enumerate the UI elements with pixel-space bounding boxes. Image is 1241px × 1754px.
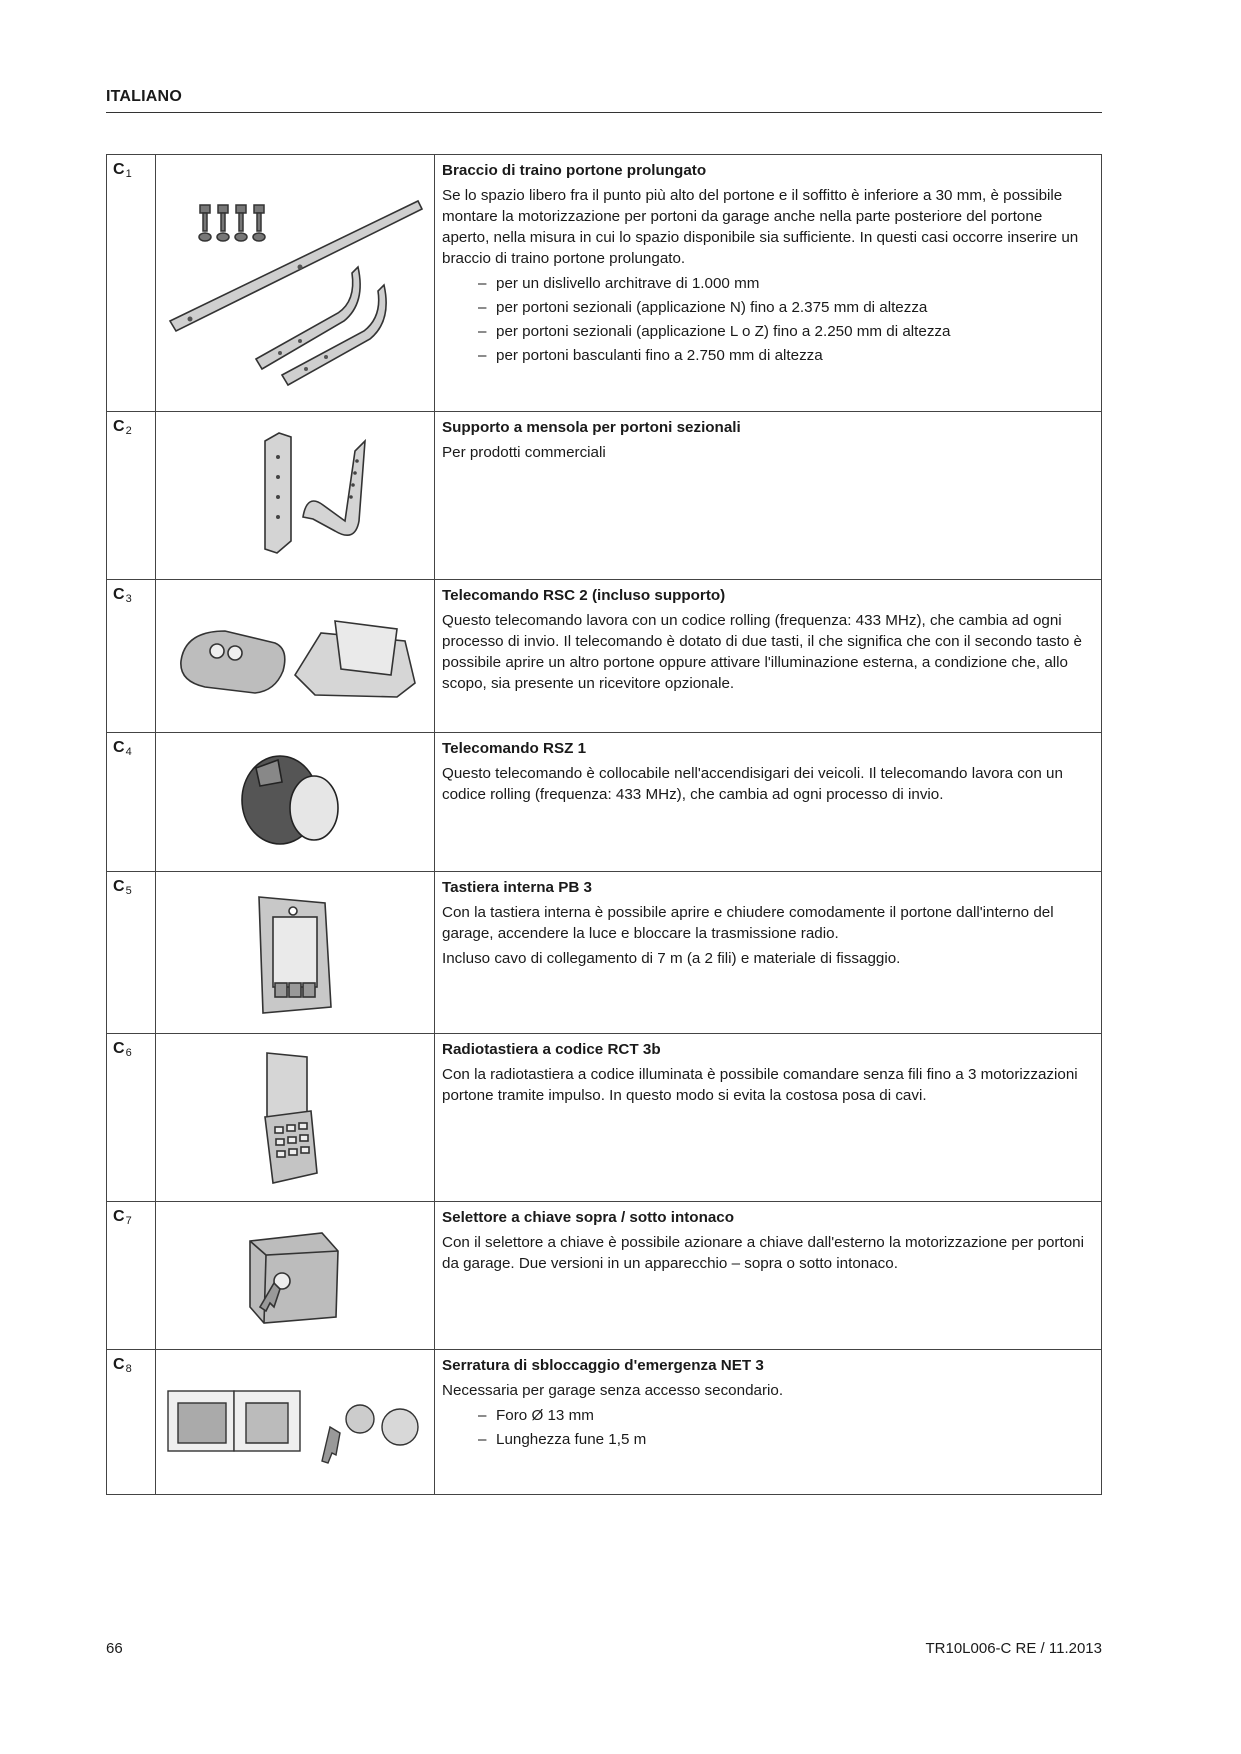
table-row (107, 155, 1102, 412)
item-title: Telecomando RSC 2 (incluso supporto) (442, 587, 726, 604)
item-spec-list (442, 1405, 1093, 1450)
lighter-plug-face (290, 776, 338, 840)
language-header: ITALIANO (106, 88, 182, 105)
item-title: Telecomando RSZ 1 (442, 740, 587, 757)
remote-body (181, 631, 285, 693)
item-description: Necessaria per garage senza accesso secondario. (442, 1382, 784, 1399)
table-row (107, 733, 1102, 872)
angle-bracket (303, 441, 365, 535)
rail-profile (265, 433, 291, 553)
item-code: $C_7$ (113, 1208, 132, 1227)
holder-clip (335, 621, 397, 675)
item-description: Con la radiotastiera a codice illuminata è possibile comandare senza fili fino a 3 motorizzazioni portone tramite impulso. In questo modo si evita la costosa posa di cavi. (442, 1066, 1078, 1104)
item-description: Incluso cavo di collegamento di 7 m (a 2 fili) e materiale di fissaggio. (442, 950, 901, 967)
item-description: Con il selettore a chiave è possibile azionare a chiave dall'esterno la motorizzazione per portoni da garage. Due versioni in un apparecchio – sopra o sotto intonaco. (442, 1234, 1084, 1272)
keypad-button (303, 983, 315, 997)
remote-button (228, 646, 242, 660)
item-description: Con la tastiera interna è possibile aprire e chiudere comodamente il portone dall'interno del garage, accendere la luce e bloccare la trasmissione radio. (442, 904, 1054, 942)
item-title: Radiotastiera a codice RCT 3b (442, 1041, 661, 1058)
header-divider (106, 112, 1102, 113)
list-item: – per portoni sezionali (applicazione N) fino a 2.375 mm di altezza (478, 297, 1093, 318)
remote-button (210, 644, 224, 658)
remote-rsz1-illustration (220, 742, 370, 862)
table-row (107, 412, 1102, 580)
console-bracket-illustration (195, 421, 395, 571)
list-item: – Foro Ø 13 mm (478, 1405, 1093, 1426)
bolt-icon (199, 205, 211, 241)
item-title: Selettore a chiave sopra / sotto intonaco (442, 1209, 735, 1226)
emergency-release-lock-illustration (160, 1367, 430, 1477)
bolt-icon (235, 205, 247, 241)
list-item: – per un dislivello architrave di 1.000 mm (478, 273, 1093, 294)
item-title: Tastiera interna PB 3 (442, 879, 592, 896)
table-row (107, 872, 1102, 1034)
item-description: Se lo spazio libero fra il punto più alto del portone e il soffitto è inferiore a 30 mm, è possibile montare la motorizzazione per portoni da garage anche nella parte posteriore del portone aperto, nella misura in cui lo spazio disponibile sia sufficiente. In questi casi occorre inserire un braccio di traino portone prolungato. (442, 187, 1079, 267)
list-item: – Lunghezza fune 1,5 m (478, 1429, 1093, 1450)
keypad-panel (273, 917, 317, 987)
remote-rsc2-illustration (165, 591, 425, 721)
item-code: $C_3$ (113, 586, 132, 605)
item-description: Questo telecomando lavora con un codice rolling (frequenza: 433 MHz), che cambia ad ogni processo di invio. Il telecomando è dotato di due tasti, il che significa che con il secondo tasto è possibile aprire un altro portone oppure attivare l'illuminazione esterna, a condizione che, allo scopo, sia presente un ricevitore opzionale. (442, 612, 1082, 692)
item-code: $C_6$ (113, 1040, 132, 1059)
extended-drive-arm-illustration (160, 163, 430, 403)
table-row (107, 580, 1102, 733)
internal-pushbutton-illustration (235, 883, 355, 1023)
accessories-table (106, 154, 1102, 1495)
item-spec-list (442, 273, 1093, 366)
lock-flange (382, 1409, 418, 1445)
document-reference: TR10L006-C RE / 11.2013 (925, 1640, 1102, 1657)
bolt-icon (253, 205, 265, 241)
item-title: Serratura di sbloccaggio d'emergenza NET 3 (442, 1357, 764, 1374)
key-icon (322, 1427, 340, 1463)
table-row (107, 1202, 1102, 1350)
keypad-cover (267, 1053, 307, 1121)
lock-cylinder (346, 1405, 374, 1433)
bolt-icon (217, 205, 229, 241)
item-code: $C_4$ (113, 739, 132, 758)
list-item: – per portoni sezionali (applicazione L o Z) fino a 2.250 mm di altezza (478, 321, 1093, 342)
table-row (107, 1350, 1102, 1495)
key-switch-illustration (230, 1211, 360, 1341)
keypad-button (275, 983, 287, 997)
item-code: $C_1$ (113, 161, 132, 180)
table-row (107, 1034, 1102, 1202)
item-code: $C_2$ (113, 418, 132, 437)
radio-code-keypad-illustration (235, 1043, 355, 1193)
item-description: Per prodotti commerciali (442, 444, 606, 461)
item-code: $C_8$ (113, 1356, 132, 1375)
item-title: Supporto a mensola per portoni sezionali (442, 419, 741, 436)
item-description: Questo telecomando è collocabile nell'accendisigari dei veicoli. Il telecomando lavora con un codice rolling (frequenza: 433 MHz), che cambia ad ogni processo di invio. (442, 765, 1063, 803)
keypad-button (289, 983, 301, 997)
item-title: Braccio di traino portone prolungato (442, 162, 707, 179)
item-code: $C_5$ (113, 878, 132, 897)
list-item: – per portoni basculanti fino a 2.750 mm di altezza (478, 345, 1093, 366)
led-indicator (289, 907, 297, 915)
page-number: 66 (106, 1640, 123, 1657)
